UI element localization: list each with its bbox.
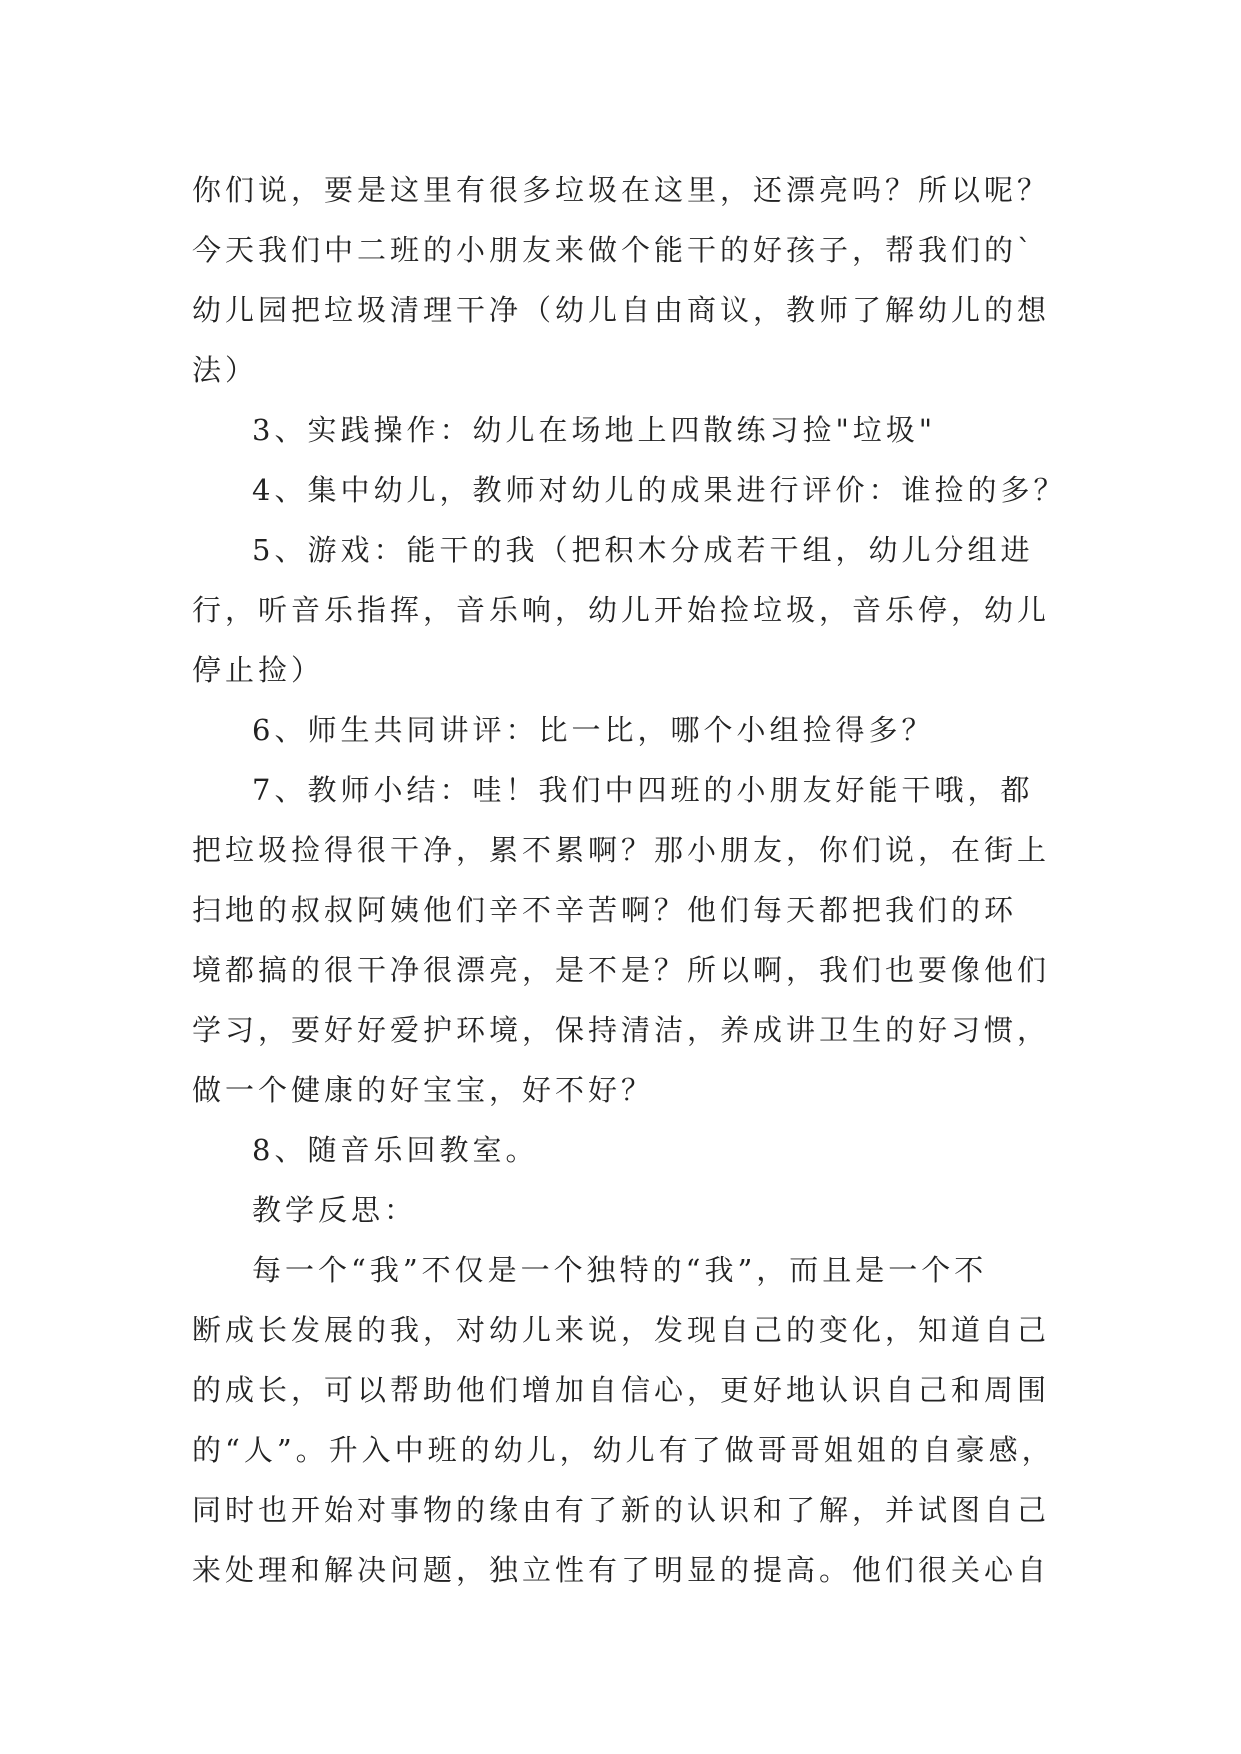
text-line: 3、实践操作：幼儿在场地上四散练习捡"垃圾" [252,413,937,447]
text-line: 断成长发展的我，对幼儿来说，发现自己的变化，知道自己 [192,1313,1051,1347]
text-line: 的“人”。升入中班的幼儿，幼儿有了做哥哥姐姐的自豪感， [192,1433,1055,1467]
text-line: 行，听音乐指挥，音乐响，幼儿开始捡垃圾，音乐停，幼儿 [192,593,1051,627]
text-line: 学习，要好好爱护环境，保持清洁，养成讲卫生的好习惯， [192,1013,1051,1047]
document-body [192,160,1067,1600]
text-line: 停止捡） [192,653,325,687]
text-line: 每一个“我”不仅是一个独特的“我”，而且是一个不 [252,1253,988,1287]
section-heading: 教学反思： [252,1193,418,1227]
text-line: 8、随音乐回教室。 [252,1133,539,1167]
text-line: 今天我们中二班的小朋友来做个能干的好孩子，帮我们的` [192,233,1036,267]
text-line: 4、集中幼儿，教师对幼儿的成果进行评价：谁捡的多？ [252,473,1067,507]
text-line: 来处理和解决问题，独立性有了明显的提高。他们很关心自 [192,1553,1051,1587]
text-line: 你们说，要是这里有很多垃圾在这里，还漂亮吗？所以呢？ [192,173,1051,207]
text-line: 的成长，可以帮助他们增加自信心，更好地认识自己和周围 [192,1373,1051,1407]
text-line: 境都搞的很干净很漂亮，是不是？所以啊，我们也要像他们 [192,953,1051,987]
text-line: 5、游戏：能干的我（把积木分成若干组，幼儿分组进 [252,533,1034,567]
text-line: 做一个健康的好宝宝，好不好？ [192,1073,655,1107]
text-line: 幼儿园把垃圾清理干净（幼儿自由商议，教师了解幼儿的想 [192,293,1051,327]
text-line: 同时也开始对事物的缘由有了新的认识和了解，并试图自己 [192,1493,1051,1527]
text-line: 6、师生共同讲评：比一比，哪个小组捡得多？ [252,713,935,747]
text-line: 法） [192,353,259,387]
text-line: 扫地的叔叔阿姨他们辛不辛苦啊？他们每天都把我们的环 [192,893,1018,927]
text-line: 7、教师小结：哇！我们中四班的小朋友好能干哦，都 [252,773,1034,807]
text-line: 把垃圾捡得很干净，累不累啊？那小朋友，你们说，在街上 [192,833,1051,867]
